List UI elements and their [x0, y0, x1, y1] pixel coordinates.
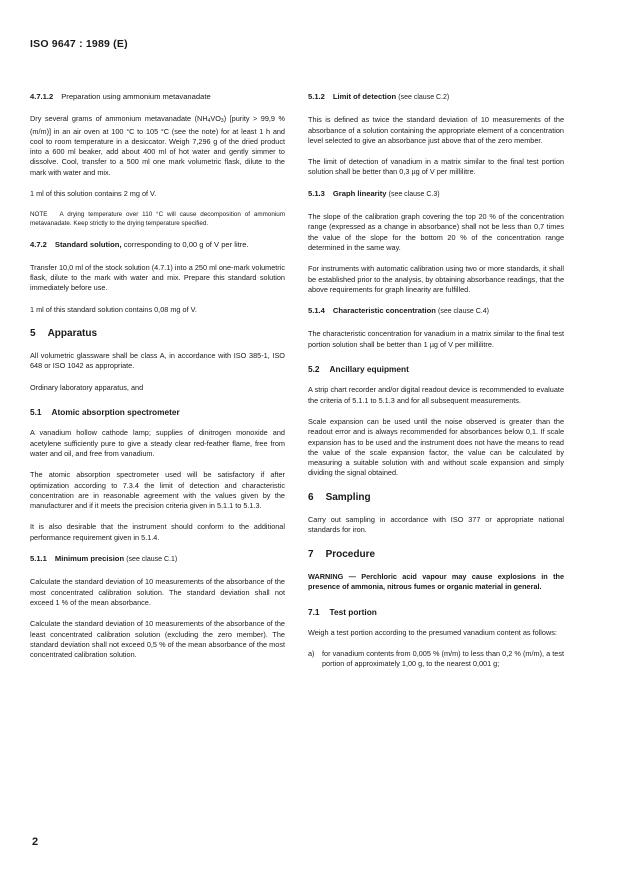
warning-label: WARNING — [308, 571, 356, 581]
section-title-rest: corresponding to 0,00 g of V per litre. [123, 240, 249, 250]
section-number: 5.1.3 [308, 188, 325, 198]
note [30, 210, 285, 228]
paragraph: Calculate the standard deviation of 10 measurements of the absorbance of the most concentrated calibration solution. The standard deviation shall not exceed 1 % of the mean absorbance. [30, 577, 285, 607]
paragraph: Weigh a test portion according to the presumed vanadium content as follows: [308, 627, 557, 637]
paragraph: 1 ml of this solution contains 2 mg of V. [30, 189, 157, 199]
paragraph: 1 ml of this standard solution contains 0,08 mg of V. [30, 304, 197, 314]
section-title: Atomic absorption spectrometer [51, 407, 180, 418]
section-number: 5.1.4 [308, 306, 325, 316]
section-5-1-3-heading [308, 189, 564, 200]
paragraph: Dry several grams of ammonium metavanadate $(NH_4VO_3)$ [purity > 99,9 % (m/m)] in an air oven at 100 °C to 105 °C (see the note) for at least 1 h and cool to room temperature in a desiccator. Weigh 7,296 g of the dried product into a 600 ml beaker, add about 400 ml of hot water and gently simmer to dissolve. Cool, transfer to a 500 ml one mark volumetric flask, dilute to the mark with water and mix. [30, 114, 285, 177]
section-5-1-heading [30, 407, 285, 417]
section-number: 5 [30, 327, 36, 339]
section-reference: (see clause C.4) [437, 308, 489, 316]
section-5-1-2-heading [308, 92, 564, 103]
section-title: Procedure [325, 548, 376, 560]
section-5-2-heading [308, 364, 564, 374]
paragraph: Calculate the standard deviation of 10 measurements of the absorbance of the least concentrated calibration solution (excluding the zero member). The standard deviation shall not exceed 0,5 % of the mean absorbance of the most concentrated calibration solution. [30, 619, 285, 660]
section-number: 7.1 [308, 606, 320, 617]
page-number: 2 [32, 836, 39, 848]
paragraph: It is also desirable that the instrument should conform to the additional performance requirement given in 5.1.4. [30, 522, 285, 542]
section-reference: (see clause C.3) [388, 190, 440, 198]
section-reference: (see clause C.1) [126, 556, 178, 564]
right-column [308, 92, 564, 670]
paragraph: The slope of the calibration graph covering the top 20 % of the concentration range (expressed as a change in absorbance) shall not be less than 0,7 times the value of the slope for the bottom 20 % of the concentration range determined in the same way. [308, 212, 564, 252]
section-number: 7 [308, 548, 314, 560]
section-4-7-1-2-heading [30, 92, 285, 102]
section-number: 5.1 [30, 407, 42, 418]
section-7-heading [308, 550, 564, 560]
section-number: 6 [308, 491, 314, 503]
list-item [308, 649, 564, 670]
section-4-7-2-heading [30, 240, 285, 250]
document-header: ISO 9647 : 1989 (E) [30, 38, 128, 50]
paragraph: A strip chart recorder and/or digital readout device is recommended to evaluate the criteria of 5.1.1 to 5.1.3 and for all subsequent measurements. [308, 385, 564, 405]
paragraph: Ordinary laboratory apparatus, and [30, 382, 144, 392]
section-title: Ancillary equipment [329, 364, 409, 375]
section-title: Minimum precision [54, 554, 125, 564]
paragraph: All volumetric glassware shall be class A, in accordance with ISO 385-1, ISO 648 or ISO 1042 as appropriate. [30, 351, 285, 371]
section-title: Limit of detection [332, 92, 397, 101]
section-6-heading [308, 493, 564, 503]
paragraph: A vanadium hollow cathode lamp; supplies of dinitrogen monoxide and acetylene sufficiently pure to give a steady clear red-feather flame, free from water and oil, and free from vanadium. [30, 428, 285, 458]
section-number: 5.1.2 [308, 92, 325, 101]
warning-text: Perchloric acid vapour may cause explosions in the presence of ammonia, nitrous fumes or organic material in general. [308, 571, 565, 592]
section-5-1-4-heading [308, 306, 564, 317]
paragraph: The characteristic concentration for vanadium in a matrix similar to the final test portion solution shall be better than 1 µg of V per millilitre. [308, 329, 564, 349]
section-title: Characteristic concentration [332, 306, 436, 316]
paragraph: The limit of detection of vanadium in a matrix similar to the final test portion solution shall be better than 0,3 µg of V per millilitre. [308, 157, 564, 177]
paragraph: Carry out sampling in accordance with ISO 377 or appropriate national standards for iron. [308, 515, 564, 535]
section-reference: (see clause C.2) [398, 94, 450, 101]
left-column [30, 92, 285, 671]
section-number: 5.2 [308, 364, 320, 375]
section-number: 4.7.2 [30, 240, 47, 250]
section-title: Graph linearity [332, 188, 387, 198]
paragraph: Transfer 10,0 ml of the stock solution (4.7.1) into a 250 ml one-mark volumetric flask, dilute to the mark with water and mix. Prepare this standard solution immediately before use. [30, 262, 285, 293]
paragraph: Scale expansion can be used until the noise observed is greater than the readout error and is always recommended for absorbances below 0,1. If scale expansion has to be used and the instrument does not have the means to read the value of the scale expansion factor, the value can be calculated by measuring a suitable solution with and without scale expansion and simply dividing the signal obtained. [308, 416, 564, 478]
section-title: Test portion [329, 606, 377, 617]
section-number: 5.1.1 [30, 554, 47, 564]
section-5-1-1-heading [30, 554, 285, 565]
paragraph: The atomic absorption spectrometer used will be satisfactory if after optimization according to 7.3.4 the limit of detection and characteristic concentration are in reasonable agreement with the values given by the manufacturer and if it meets the precision criteria given in 5.1.1 to 5.1.3. [30, 470, 285, 511]
section-number: 4.7.1.2 [30, 92, 54, 101]
section-title: Preparation using ammonium metavanadate [61, 92, 211, 101]
list-item-label: a) [308, 649, 315, 659]
section-title: Apparatus [47, 327, 98, 339]
warning [308, 572, 564, 593]
paragraph: This is defined as twice the standard deviation of 10 measurements of the absorbance of a solution containing the appropriate element of a concentration level selected to give an absorbance just above that of the zero member. [308, 115, 564, 145]
list-item-text: for vanadium contents from 0,005 % (m/m) to less than 0,2 % (m/m), a test portion of approximately 1,00 g, to the nearest 0,001 g; [322, 649, 564, 669]
note-text: A drying temperature over 110 °C will cause decomposition of ammonium metavanadate. Keep strictly to the drying temperature specified. [30, 211, 285, 228]
section-title: Sampling [325, 491, 371, 503]
section-title: Standard solution, [54, 240, 122, 250]
note-label: NOTE [30, 211, 48, 219]
section-7-1-heading [308, 607, 564, 617]
paragraph: For instruments with automatic calibration using two or more standards, it shall be established prior to the analysis, by obtaining absorbance readings, that the above requirements for graph linearity are fulfilled. [308, 264, 564, 294]
section-5-heading [30, 329, 285, 339]
